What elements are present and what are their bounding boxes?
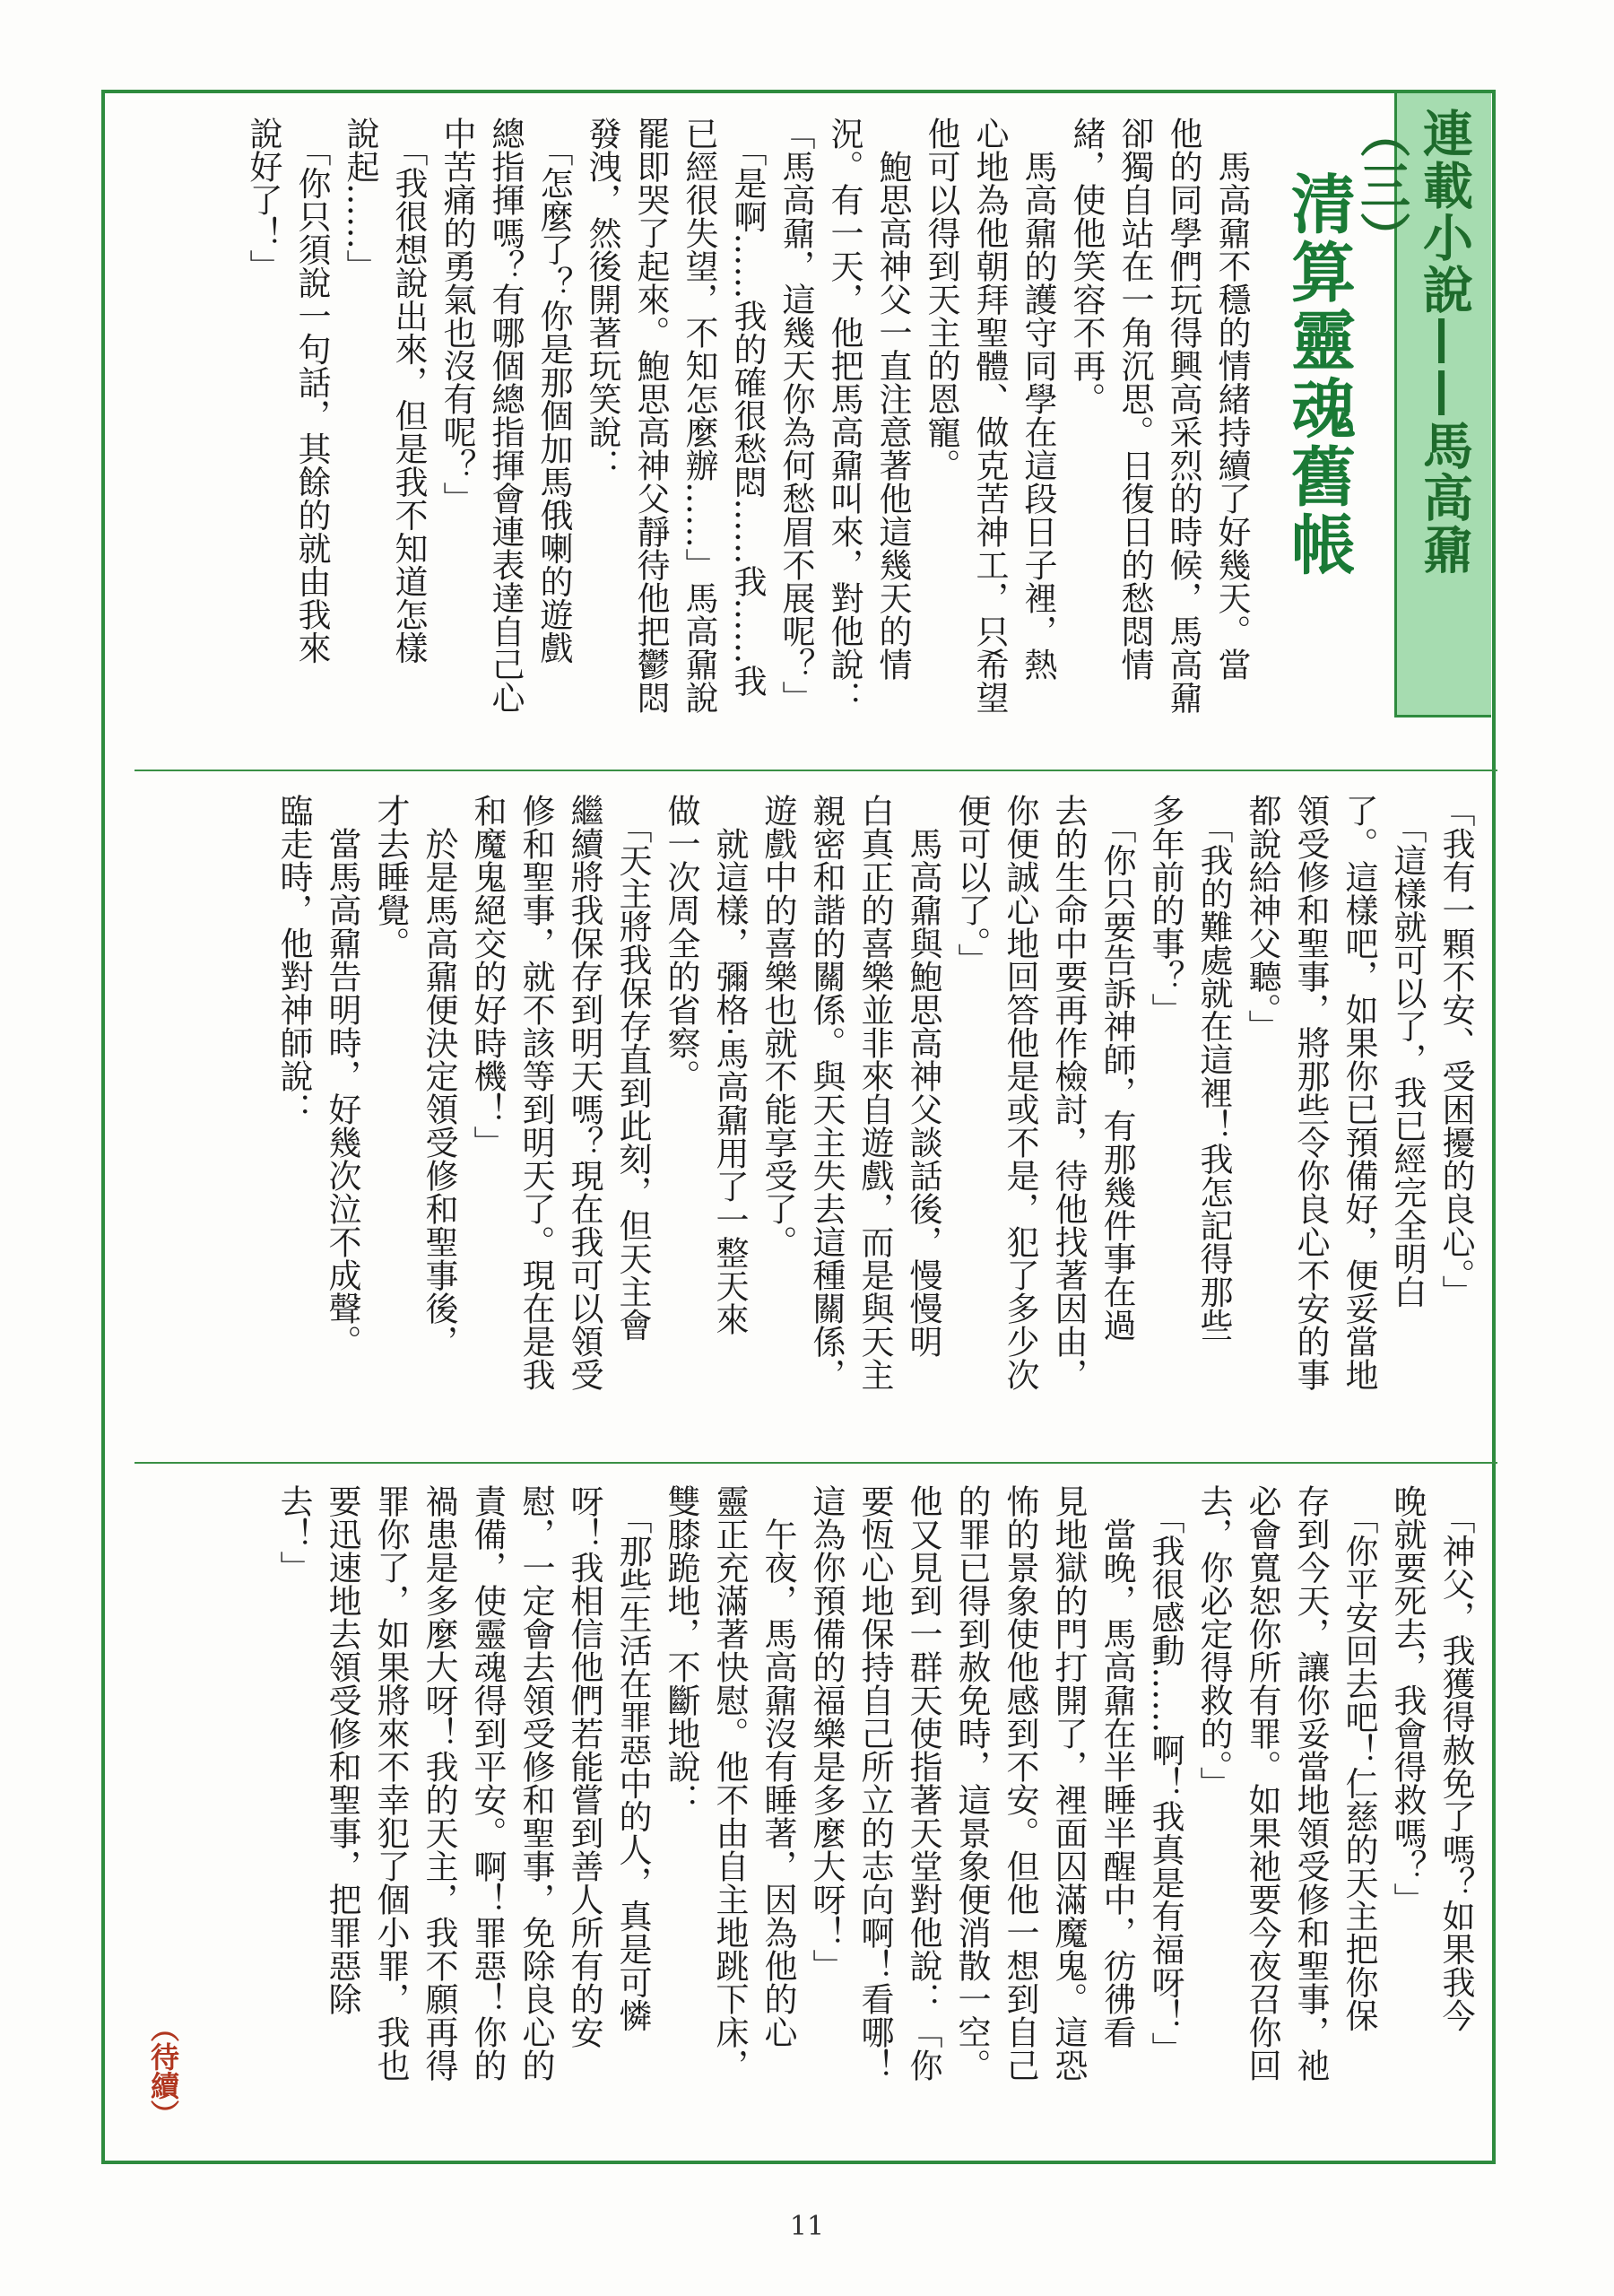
- text-line: 午夜，馬高鼐沒有睡著，因為他的心: [759, 1484, 797, 2048]
- text-line: 緒，使他笑容不再。: [1067, 117, 1106, 415]
- text-line: 「我很想說出來，但是我不知道怎樣: [389, 117, 428, 665]
- text-line: 去，你必定得救的。」: [1194, 1484, 1233, 1800]
- text-line: 「我有一顆不安、受困擾的良心。」: [1436, 794, 1475, 1309]
- text-line: 便可以了。」: [952, 794, 991, 977]
- text-line: 當馬高鼐告明時，好幾次泣不成聲。: [323, 794, 361, 1358]
- chapter-title: 清算靈魂舊帳: [1280, 170, 1356, 579]
- text-line: 了。這樣吧，如果你已預備好，便妥當地: [1340, 794, 1378, 1391]
- text-line: 馬高鼐與鮑思高神父談話後，慢慢明: [904, 794, 942, 1358]
- text-line: 「神父，我獲得赦免了嗎？如果我今: [1436, 1484, 1475, 2032]
- text-line: 說起……」: [341, 117, 379, 283]
- text-line: 見地獄的門打開了，裡面囚滿魔鬼。這恐: [1049, 1484, 1088, 2082]
- section-divider-2: [134, 1462, 1497, 1464]
- text-line: 他的同學們玩得興高采烈的時候，馬高鼐: [1164, 117, 1202, 714]
- text-line: 「怎麼了？你是那個加馬俄喇的遊戲: [534, 117, 573, 665]
- text-line: 和魔鬼絕交的好時機！」: [468, 794, 507, 1159]
- text-line: 當晚，馬高鼐在半睡半醒中，彷彿看: [1098, 1484, 1136, 2048]
- text-line: 馬高鼐不穩的情緒持續了好幾天。當: [1212, 117, 1251, 681]
- text-line: 要恆心地保持自己所立的志向啊！看哪！: [855, 1484, 894, 2082]
- text-line: 「你平安回去吧！仁慈的天主把你保: [1340, 1484, 1378, 2032]
- text-line: 「是啊……我的確很愁悶……我……我: [728, 117, 767, 698]
- text-line: 已經很失望，不知怎麼辦……」馬高鼐說: [680, 117, 718, 714]
- text-line: 「那些生活在罪惡中的人，真是可憐: [613, 1484, 652, 2032]
- text-line: 總指揮嗎？有哪個總指揮會連表達自己心: [486, 117, 525, 714]
- text-line: 的罪已得到赦免時，這景象便消散一空。: [952, 1484, 991, 2082]
- text-line: 罷即哭了起來。鮑思高神父靜待他把鬱悶: [631, 117, 670, 714]
- text-line: 心地為他朝拜聖體、做克苦神工，只希望: [970, 117, 1009, 714]
- section-divider-1: [134, 770, 1497, 771]
- text-line: 靈正充滿著快慰。他不由自主地跳下床，: [710, 1484, 749, 2082]
- text-line: 就這樣，彌格‧馬高鼐用了一整天來: [710, 794, 749, 1335]
- text-line: 去！」: [274, 1484, 313, 1584]
- text-line: 修和聖事，就不該等到明天了。現在是我: [516, 794, 555, 1391]
- text-line: 做一次周全的省察。: [662, 794, 700, 1092]
- text-line: 多年前的事？」: [1146, 794, 1184, 1026]
- text-line: 馬高鼐的護守同學在這段日子裡，熱: [1019, 117, 1057, 681]
- text-line: 才去睡覺。: [371, 794, 410, 960]
- text-line: 他又見到一群天使指著天堂對他說：「你: [904, 1484, 942, 2082]
- text-line: 鮑思高神父一直注意著他這幾天的情: [873, 117, 912, 681]
- text-line: 「天主將我保存直到此刻，但天主會: [613, 794, 652, 1342]
- text-line: 況。有一天，他把馬高鼐叫來，對他說：: [825, 117, 863, 714]
- text-line: 存到今天，讓你妥當地領受修和聖事，祂: [1291, 1484, 1330, 2082]
- text-line: 於是馬高鼐便決定領受修和聖事後，: [420, 794, 458, 1358]
- text-line: 發洩，然後開著玩笑說：: [583, 117, 621, 482]
- text-line: 「我的難處就在這裡！我怎記得那些: [1194, 794, 1233, 1342]
- text-line: 他可以得到天主的恩寵。: [922, 117, 960, 482]
- text-line: 必會寬恕你所有罪。如果祂要今夜召你回: [1243, 1484, 1281, 2082]
- text-line: 說好了！」: [244, 117, 282, 283]
- text-line: 「你只要告訴神師，有那幾件事在過: [1098, 794, 1136, 1342]
- text-line: 雙膝跪地，不斷地說：: [662, 1484, 700, 1816]
- text-section-1: [152, 117, 1255, 753]
- text-line: 白真正的喜樂並非來自遊戲，而是與天主: [855, 794, 894, 1391]
- text-line: 去的生命中要再作檢討，待他找著因由，: [1049, 794, 1088, 1391]
- text-line: 要迅速地去領受修和聖事，把罪惡除: [323, 1484, 361, 2015]
- text-line: 晚就要死去，我會得救嗎？」: [1388, 1484, 1427, 1916]
- text-line: 責備，使靈魂得到平安。啊！罪惡！你的: [468, 1484, 507, 2082]
- text-line: 罪你了，如果將來不幸犯了個小罪，我也: [371, 1484, 410, 2082]
- text-line: 禍患是多麼大呀！我的天主，我不願再得: [420, 1484, 458, 2082]
- text-line: 你便誠心地回答他是或不是，犯了多少次: [1001, 794, 1039, 1391]
- text-line: 「我很感動……啊！我真是有福呀！」: [1146, 1484, 1184, 2066]
- text-section-3: [152, 1484, 1480, 2112]
- text-line: 親密和諧的關係。與天主失去這種關係，: [807, 794, 846, 1391]
- text-line: 臨走時，他對神師說：: [274, 794, 313, 1126]
- text-line: 領受修和聖事，將那些令你良心不安的事: [1291, 794, 1330, 1391]
- text-line: 慰，一定會去領受修和聖事，免除良心的: [516, 1484, 555, 2082]
- text-line: 「這樣就可以了，我已經完全明白: [1388, 794, 1427, 1309]
- text-line: 呀！我相信他們若能嘗到善人所有的安: [565, 1484, 603, 2048]
- text-line: 都說給神父聽。」: [1243, 794, 1281, 1043]
- text-line: 卻獨自站在一角沉思。日復日的愁悶情: [1115, 117, 1154, 681]
- text-line: 這為你預備的福樂是多麼大呀！」: [807, 1484, 846, 1982]
- series-title: 連載小說——馬高鼐（三）: [1352, 108, 1473, 576]
- to-be-continued-label: （待續）: [146, 2013, 180, 2128]
- text-line: 遊戲中的喜樂也就不能享受了。: [759, 794, 797, 1258]
- text-section-2: [152, 794, 1480, 1422]
- text-line: 中苦痛的勇氣也沒有呢？」: [438, 117, 476, 515]
- page-number: 11: [789, 2211, 825, 2242]
- text-line: 繼續將我保存到明天嗎？現在我可以領受: [565, 794, 603, 1391]
- text-line: 「你只須說一句話，其餘的就由我來: [292, 117, 331, 665]
- text-line: 怖的景象使他感到不安。但他一想到自己: [1001, 1484, 1039, 2082]
- text-line: 「馬高鼐，這幾天你為何愁眉不展呢？」: [777, 117, 815, 714]
